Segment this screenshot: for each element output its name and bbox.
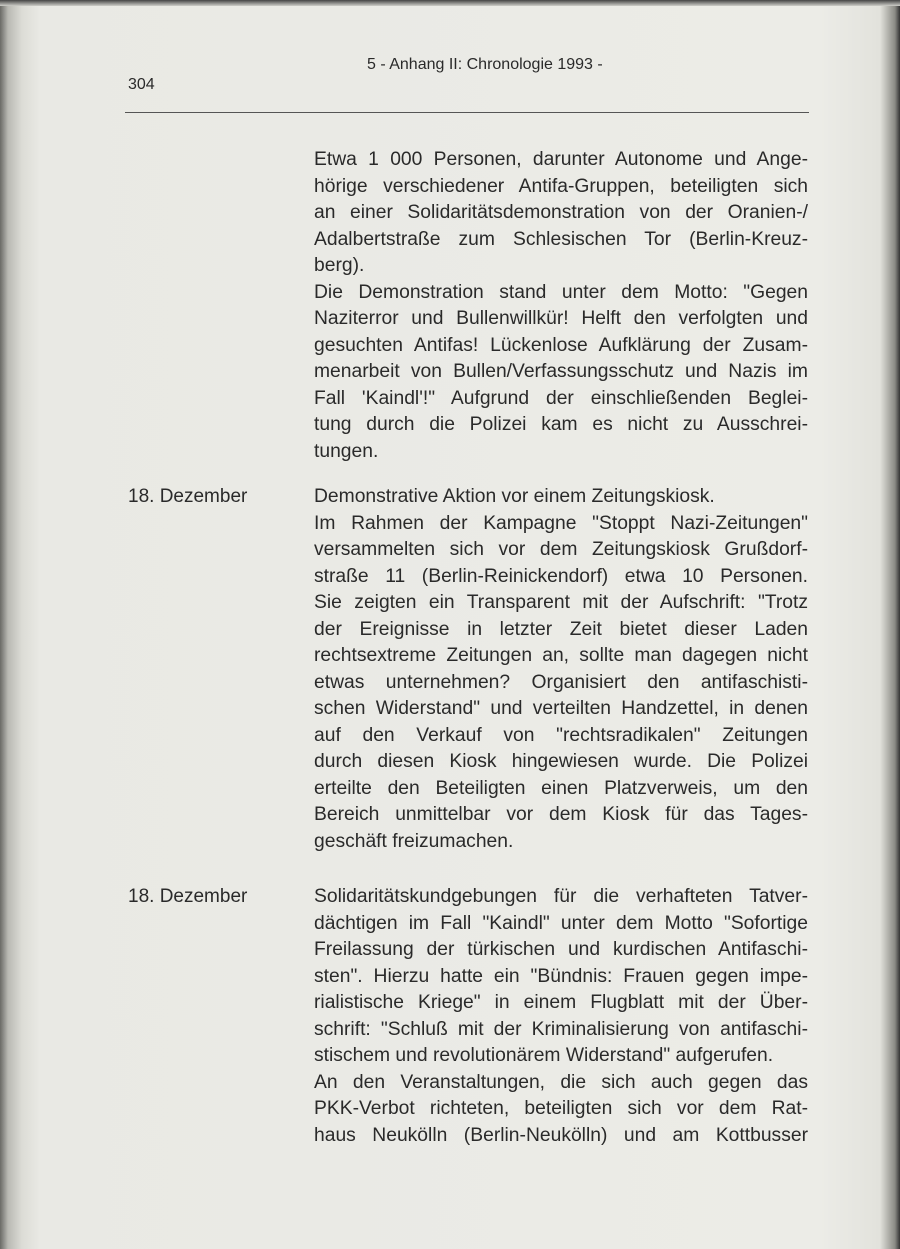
text-line: Freilassung der türkischen und kurdischen Antifaschi- [314, 939, 808, 960]
text-line: Etwa 1 000 Personen, darunter Autonome und Ange- [314, 149, 808, 170]
scan-edge [0, 0, 900, 6]
text-line: tung durch die Polizei kam es nicht zu Ausschrei- [314, 414, 808, 435]
header-rule [125, 112, 809, 113]
text-line: menarbeit von Bullen/Verfassungsschutz und Nazis im [314, 361, 808, 382]
text-line: Die Demonstration stand unter dem Motto: "Gegen [314, 281, 808, 303]
text-line: rialistische Kriege" in einem Flugblatt mit der Über- [314, 992, 808, 1013]
text-line: auf den Verkauf von "rechtsradikalen" Zeitungen [314, 724, 808, 746]
text-line: PKK-Verbot richteten, beteiligten sich vor dem Rat- [314, 1098, 808, 1119]
text-line: der Ereignisse in letzter Zeit bietet dieser Laden [314, 618, 808, 640]
text-line: Sie zeigten ein Transparent mit der Aufschrift: "Trotz [314, 592, 808, 613]
text-line: durch diesen Kiosk hingewiesen wurde. Die Polizei [314, 751, 808, 772]
running-title: 5 - Anhang II: Chronologie 1993 - [367, 56, 603, 73]
entry-text [314, 484, 808, 855]
text-line: haus Neukölln (Berlin-Neukölln) und am Kottbusser [314, 1124, 808, 1146]
text-line: An den Veranstaltungen, die sich auch gegen das [314, 1071, 808, 1093]
text-line: versammelten sich vor dem Zeitungskiosk Grußdorf- [314, 539, 808, 560]
text-line: straße 11 (Berlin-Reinickendorf) etwa 10 Personen. [314, 565, 808, 587]
text-line: schrift: "Schluß mit der Kriminalisierung von antifaschi- [314, 1018, 808, 1040]
text-line: tungen. [314, 440, 379, 462]
text-line: etwas unternehmen? Organisiert den antifaschisti- [314, 671, 808, 693]
text-line: stischem und revolutionärem Widerstand" aufgerufen. [314, 1045, 774, 1066]
text-line: rechtsextreme Zeitungen an, sollte man dagegen nicht [314, 645, 808, 666]
page-number: 304 [128, 76, 155, 93]
text-line: Bereich unmittelbar vor dem Kiosk für das Tages- [314, 804, 808, 825]
text-line: Im Rahmen der Kampagne "Stoppt Nazi-Zeitungen" [314, 512, 808, 534]
entry-date: 18. Dezember [128, 486, 248, 507]
entry-text [314, 147, 808, 465]
text-line: schen Widerstand" und verteilten Handzettel, in denen [314, 698, 808, 719]
text-line: erteilte den Beteiligten einen Platzverweis, um den [314, 777, 808, 799]
text-line: Demonstrative Aktion vor einem Zeitungskiosk. [314, 486, 715, 507]
text-line: dächtigen im Fall "Kaindl" unter dem Motto "Sofortige [314, 912, 808, 934]
text-line: gesuchten Antifas! Lückenlose Aufklärung der Zusam- [314, 334, 808, 356]
text-line: hörige verschiedener Antifa-Gruppen, beteiligten sich [314, 175, 808, 197]
entry-text [314, 884, 808, 1149]
entry-date: 18. Dezember [128, 886, 248, 907]
text-line: berg). [314, 255, 365, 276]
text-line: geschäft freizumachen. [314, 830, 514, 852]
text-line: sten". Hierzu hatte ein "Bündnis: Frauen gegen impe- [314, 965, 808, 987]
text-line: Solidaritätskundgebungen für die verhafteten Tatver- [314, 886, 808, 907]
text-line: an einer Solidaritätsdemonstration von der Oranien-/ [314, 202, 808, 223]
text-line: Naziterror und Bullenwillkür! Helft den verfolgten und [314, 308, 808, 329]
text-line: Adalbertstraße zum Schlesischen Tor (Berlin-Kreuz- [314, 228, 808, 250]
text-line: Fall 'Kaindl'!" Aufgrund der einschließenden Beglei- [314, 387, 808, 409]
